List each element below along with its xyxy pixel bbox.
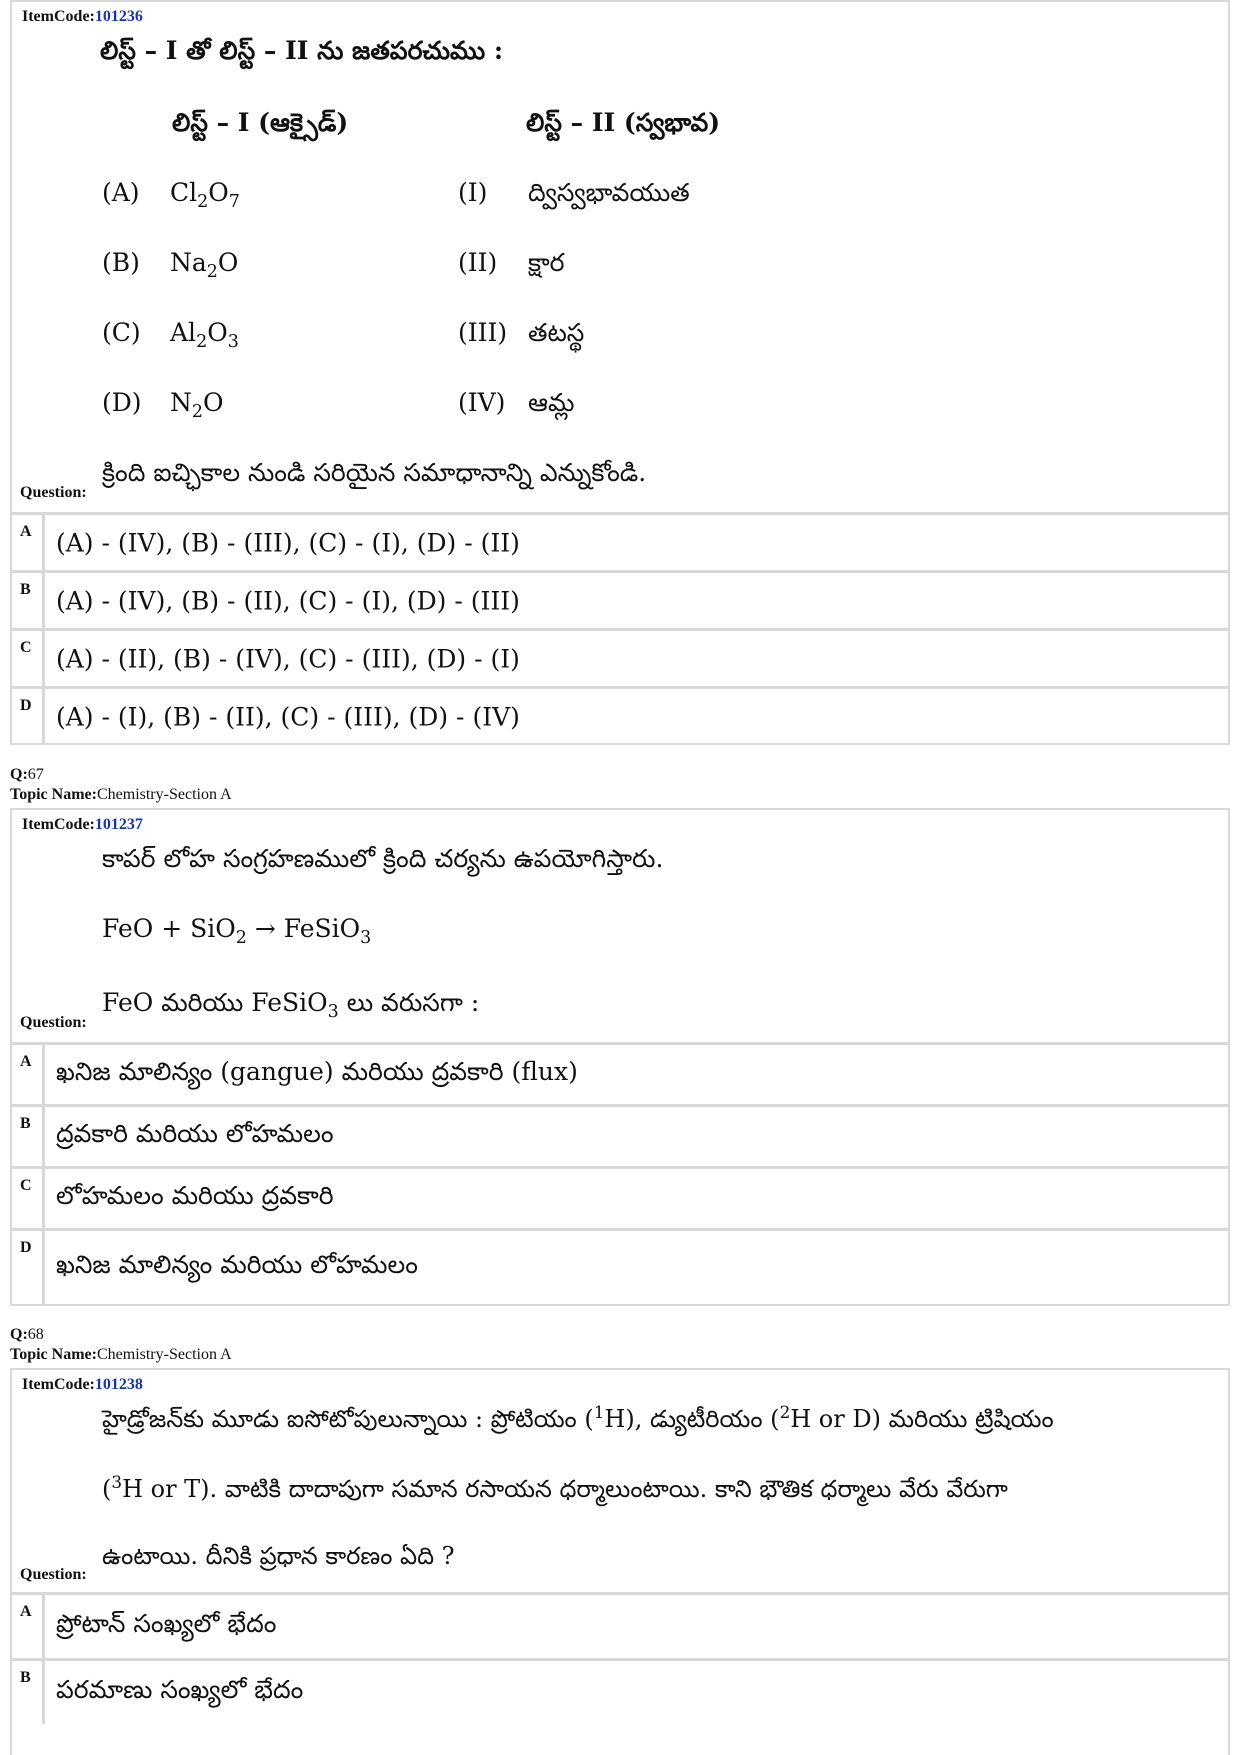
ask-sub: 3 — [327, 1002, 339, 1022]
option-divider — [42, 1595, 45, 1658]
option-text: పరమాణు సంఖ్యలో భేదం — [56, 1674, 304, 1704]
oxide-part: Al — [170, 318, 197, 347]
option-c[interactable] — [12, 628, 1228, 686]
arrow-icon: → — [254, 914, 276, 943]
itemcode — [22, 8, 143, 26]
equation-sub: 3 — [360, 928, 372, 948]
row-label-d: (D) — [102, 388, 142, 417]
option-b[interactable] — [12, 1104, 1228, 1166]
oxide-part: O — [207, 318, 228, 347]
option-text: ఖనిజ మాలిన్యం మరియు లోహమలం — [56, 1249, 418, 1279]
question-card-101236 — [10, 0, 1230, 745]
option-letter: B — [20, 1669, 31, 1686]
stem-part: H), డ్యుటీరియం ( — [604, 1405, 780, 1433]
question-label: Question: — [20, 1566, 87, 1583]
question-card-101238 — [10, 1368, 1230, 1755]
option-divider — [42, 573, 45, 628]
option-divider — [42, 631, 45, 686]
question-number — [10, 766, 44, 784]
list2-heading: లిస్ట్ – II (స్వభావ) — [526, 108, 721, 137]
nature-text: ద్విస్వభావయుత — [528, 178, 690, 207]
ask-part: FeO మరియు FeSiO — [102, 988, 328, 1017]
oxide-sub: 3 — [227, 332, 239, 352]
topic-value: Chemistry-Section A — [96, 786, 232, 803]
option-text: (A) - (I), (B) - (II), (C) - (III), (D) - (IV) — [56, 702, 520, 732]
option-letter: D — [20, 1239, 32, 1256]
oxide-sub: 2 — [206, 262, 218, 282]
oxide-part: Na — [170, 248, 207, 277]
row-label-c: (C) — [102, 318, 141, 347]
q-number: 68 — [27, 1326, 44, 1343]
option-letter: B — [20, 1115, 31, 1132]
row-label-a: (A) — [102, 178, 140, 207]
option-text: ప్రోటాన్ సంఖ్యలో భేదం — [56, 1608, 277, 1638]
oxide-sub: 2 — [197, 192, 209, 212]
topic-name — [10, 786, 232, 804]
row-label-b: (B) — [102, 248, 140, 277]
option-divider — [42, 1045, 45, 1104]
instruction-text: క్రింది ఐచ్ఛికాల నుండి సరియైన సమాధానాన్ని ఎన్నుకోండి. — [102, 458, 647, 487]
itemcode-label: ItemCode: — [22, 816, 95, 833]
row-label-iii: (III) — [458, 318, 508, 347]
list1-heading: లిస్ట్ – I (ఆక్సైడ్) — [172, 108, 349, 137]
topic-name — [10, 1346, 232, 1364]
question-number — [10, 1326, 44, 1344]
nature-text: ఆమ్ల — [528, 388, 575, 417]
row-label-ii: (II) — [458, 248, 498, 277]
itemcode-label: ItemCode: — [22, 8, 95, 25]
question-stem: లిస్ట్ – I తో లిస్ట్ – II ను జతపరచుము : — [100, 36, 504, 65]
option-text: ఖనిజ మాలిన్యం (gangue) మరియు ద్రవకారి (flux) — [56, 1056, 578, 1086]
itemcode-value: 101237 — [94, 816, 143, 833]
question-label: Question: — [20, 1014, 87, 1031]
option-divider — [42, 1231, 45, 1304]
row-label-i: (I) — [458, 178, 488, 207]
option-letter: C — [20, 1177, 32, 1194]
oxide-part: O — [217, 248, 239, 277]
option-b[interactable] — [12, 570, 1228, 628]
option-letter: C — [20, 639, 32, 656]
oxide-part: O — [203, 388, 224, 417]
oxide-formula — [170, 248, 238, 282]
option-a[interactable] — [12, 512, 1228, 570]
itemcode-value: 101238 — [94, 1376, 143, 1393]
option-divider — [42, 1107, 45, 1166]
question-stem-line-1 — [102, 1402, 1054, 1439]
stem-sup: 1 — [593, 1402, 605, 1422]
equation-sub: 2 — [235, 928, 247, 948]
oxide-formula — [170, 318, 239, 352]
option-divider — [42, 515, 45, 570]
nature-text: క్షార — [528, 248, 565, 277]
option-a[interactable] — [12, 1592, 1228, 1658]
stem-sup: 2 — [779, 1402, 791, 1422]
row-label-iv: (IV) — [458, 388, 506, 417]
oxide-sub: 7 — [228, 192, 240, 212]
oxide-formula — [170, 388, 224, 422]
question-ask — [102, 988, 479, 1024]
equation-reactants: FeO + SiO — [102, 914, 236, 943]
option-c[interactable] — [12, 1166, 1228, 1228]
topic-label: Topic Name: — [10, 1346, 97, 1363]
option-letter: A — [20, 1053, 32, 1070]
question-stem-line-3: ఉంటాయి. దీనికి ప్రధాన కారణం ఏది ? — [102, 1542, 455, 1570]
option-divider — [42, 1169, 45, 1228]
equation-product: FeSiO — [283, 914, 361, 943]
oxide-part: N — [170, 388, 192, 417]
option-divider — [42, 1661, 45, 1724]
stem-part: H or T). వాటికి దాదాపుగా సమాన రసాయన ధర్మాలుంటాయి. కాని భౌతిక ధర్మాలు వేరు వేరుగా — [122, 1475, 1008, 1503]
topic-label: Topic Name: — [10, 786, 97, 803]
topic-value: Chemistry-Section A — [96, 1346, 232, 1363]
oxide-part: O — [208, 178, 229, 207]
chemical-equation — [102, 914, 371, 948]
question-stem-line-2 — [102, 1472, 1008, 1509]
stem-part: H or D) మరియు ట్రిషియం — [790, 1405, 1054, 1433]
option-letter: B — [20, 581, 31, 598]
itemcode-value: 101236 — [94, 8, 143, 25]
question-card-101237 — [10, 808, 1230, 1306]
oxide-sub: 2 — [196, 332, 208, 352]
option-letter: D — [20, 697, 32, 714]
question-label: Question: — [20, 484, 87, 501]
option-a[interactable] — [12, 1042, 1228, 1104]
option-d[interactable] — [12, 1228, 1228, 1304]
nature-text: తటస్థ — [528, 318, 585, 347]
option-text: (A) - (IV), (B) - (II), (C) - (I), (D) - (III) — [56, 586, 520, 615]
q-label: Q: — [10, 766, 28, 783]
itemcode-label: ItemCode: — [22, 1376, 95, 1393]
q-label: Q: — [10, 1326, 28, 1343]
option-text: (A) - (II), (B) - (IV), (C) - (III), (D) - (I) — [56, 644, 520, 673]
option-text: లోహమలం మరియు ద్రవకారి — [56, 1180, 334, 1210]
question-stem: కాపర్ లోహ సంగ్రహణములో క్రింది చర్యను ఉపయోగిస్తారు. — [102, 844, 664, 873]
option-divider — [42, 689, 45, 745]
option-b[interactable] — [12, 1658, 1228, 1724]
option-letter: A — [20, 1603, 32, 1620]
option-text: ద్రవకారి మరియు లోహమలం — [56, 1118, 334, 1148]
ask-part: లు వరుసగా : — [346, 988, 480, 1017]
option-text: (A) - (IV), (B) - (III), (C) - (I), (D) - (II) — [56, 528, 520, 557]
option-letter: A — [20, 523, 32, 540]
stem-part: ( — [102, 1475, 112, 1503]
q-number: 67 — [27, 766, 44, 783]
oxide-sub: 2 — [191, 402, 204, 422]
stem-sup: 3 — [111, 1472, 123, 1492]
oxide-part: Cl — [170, 178, 198, 207]
stem-part: హైడ్రోజన్‌కు మూడు ఐసోటోపులున్నాయి : ప్రోటియం ( — [102, 1405, 594, 1433]
option-d[interactable] — [12, 686, 1228, 745]
itemcode — [22, 1376, 143, 1394]
oxide-formula — [170, 178, 240, 212]
itemcode — [22, 816, 143, 834]
